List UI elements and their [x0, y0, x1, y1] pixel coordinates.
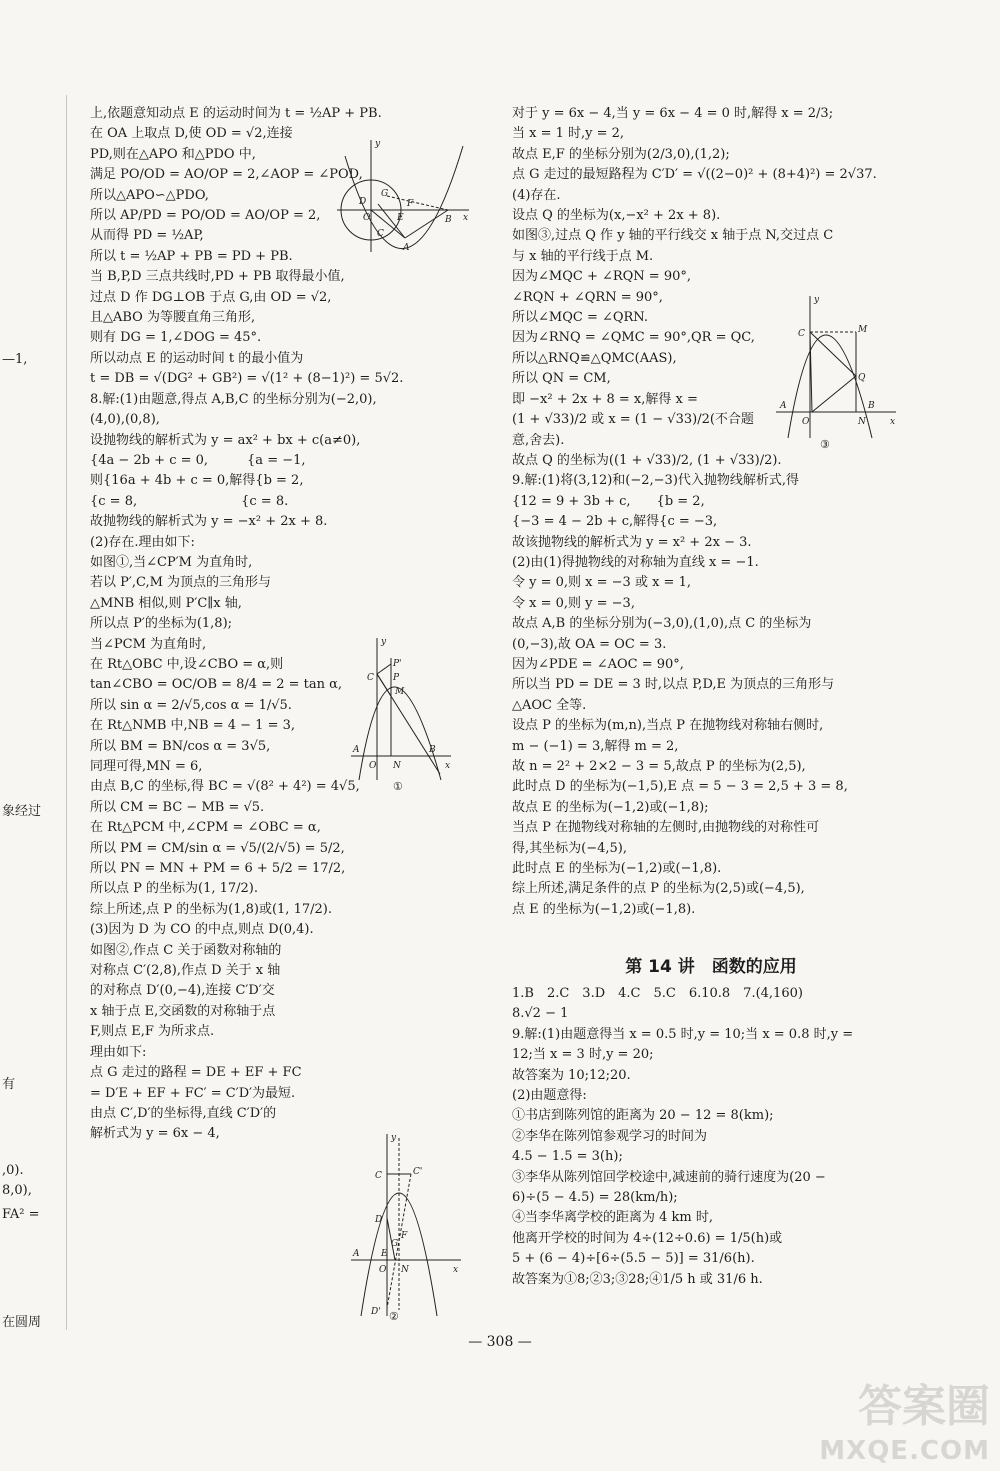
solution-line: 由点 B,C 的坐标,得 BC = √(8² + 4²) = 4√5,: [90, 779, 360, 795]
solution-line: 对称点 C′(2,8),作点 D 关于 x 轴: [90, 963, 281, 979]
solution-line: 因为∠PDE = ∠AOC = 90°,: [512, 656, 684, 672]
fig4-label-m: M: [858, 325, 868, 335]
answer-line: 故答案为 10;12;20.: [512, 1067, 631, 1083]
solution-line: 所以 sin α = 2/√5,cos α = 1/√5.: [90, 697, 292, 713]
answer-line: 他离开学校的时间为 4÷(12÷0.6) = 1/5(h)或: [512, 1230, 783, 1246]
answer-line: (2)由题意得:: [512, 1088, 587, 1104]
figure-caption: ①: [393, 780, 403, 793]
solution-line: 若以 P′,C,M 为顶点的三角形与: [90, 575, 272, 591]
margin-fragment: FA² =: [2, 1207, 40, 1222]
fig2-label-x: x: [445, 761, 451, 771]
solution-line: {c = 8, {c = 8.: [90, 493, 289, 509]
solution-line: 在 Rt△OBC 中,设∠CBO = α,则: [90, 656, 284, 672]
fig3-label-f: F: [401, 1231, 408, 1241]
solution-line: {4a − 2b + c = 0, {a = −1,: [90, 452, 306, 468]
fig2-label-m: M: [395, 687, 405, 697]
fig4-label-n: N: [858, 417, 866, 427]
solution-line: 过点 D 作 DG⊥OB 于点 G,由 OD = √2,: [90, 289, 332, 305]
answer-line: 12;当 x = 3 时,y = 20;: [512, 1047, 654, 1063]
margin-fragment: 8,0),: [2, 1183, 32, 1198]
solution-line: 满足 PO/OD = AO/OP = 2,∠AOP = ∠POD,: [90, 167, 363, 183]
solution-line: 点 E 的坐标为(−1,2)或(−1,8).: [512, 901, 696, 917]
fig1-label-g: G: [381, 189, 389, 199]
solution-line: 所以 QN = CM,: [512, 371, 611, 387]
fig3-label-a: A: [353, 1249, 360, 1259]
solution-line: 设抛物线的解析式为 y = ax² + bx + c(a≠0),: [90, 432, 361, 448]
fig2-label-o: O: [369, 761, 377, 771]
solution-line: 如图③,过点 Q 作 y 轴的平行线交 x 轴于点 N,交过点 C: [512, 228, 834, 244]
solution-line: 所以 PN = MN + PM = 6 + 5/2 = 17/2,: [90, 861, 346, 877]
answer-line: ②李华在陈列馆参观学习的时间为: [512, 1128, 708, 1144]
margin-fragment: ,0).: [2, 1163, 24, 1178]
answer-line: ④当李华离学校的距离为 4 km 时,: [512, 1210, 714, 1226]
solution-line: 令 y = 0,则 x = −3 或 x = 1,: [512, 575, 691, 591]
margin-fragment: —1,: [2, 352, 28, 367]
solution-line: 在 Rt△PCM 中,∠CPM = ∠OBC = α,: [90, 820, 321, 836]
fig2-label-n: N: [393, 761, 401, 771]
solution-line: 所以当 PD = DE = 3 时,以点 P,D,E 为顶点的三角形与: [512, 677, 835, 693]
solution-line: = D′E + EF + FC′ = C′D′为最短.: [90, 1085, 296, 1101]
answer-line: 4.5 − 1.5 = 3(h);: [512, 1149, 623, 1165]
solution-line: (0,−3),故 OA = OC = 3.: [512, 636, 667, 652]
solution-line: 故点 E,F 的坐标分别为(2/3,0),(1,2);: [512, 146, 730, 162]
solution-line: (2)存在.理由如下:: [90, 534, 195, 550]
watermark-text: MXQE.COM: [819, 1436, 990, 1466]
fig1-label-f: F: [407, 199, 414, 209]
solution-line: tan∠CBO = OC/OB = 8/4 = 2 = tan α,: [90, 677, 343, 693]
watermark-logo: 答案圈: [858, 1381, 990, 1432]
solution-line: △AOC 全等.: [512, 697, 587, 713]
fig4-label-a: A: [780, 401, 787, 411]
margin-fragment: 有: [2, 1077, 16, 1092]
solution-line: 如图②,作点 C 关于函数对称轴的: [90, 942, 282, 958]
lecture-14-answers: [512, 984, 910, 1290]
answer-line: 6)÷(5 − 4.5) = 28(km/h);: [512, 1190, 678, 1206]
solution-line: 的对称点 D′(0,−4),连接 C′D′交: [90, 983, 275, 999]
solution-line: 且△ABO 为等腰直角三角形,: [90, 310, 256, 326]
solution-line: 此时点 E 的坐标为(−1,2)或(−1,8).: [512, 861, 722, 877]
solution-line: 故点 E 的坐标为(−1,2)或(−1,8);: [512, 799, 709, 815]
section-title: 第 14 讲 函数的应用: [625, 957, 797, 977]
answer-line: 1.B 2.C 3.D 4.C 5.C 6.10.8 7.(4,160): [512, 986, 803, 1001]
solution-line: 从而得 PD = ½AP,: [90, 228, 204, 244]
solution-line: 则有 DG = 1,∠DOG = 45°.: [90, 330, 262, 346]
fig2-label-y: y: [381, 637, 387, 647]
margin-fragment: 在圆周: [2, 1315, 42, 1330]
solution-line: 同理可得,MN = 6,: [90, 759, 203, 774]
fig3-label-c: C: [375, 1171, 382, 1181]
answer-line: 8.√2 − 1: [512, 1006, 569, 1022]
solution-line: 意,舍去).: [512, 432, 565, 448]
solution-line: 由点 C′,D′的坐标得,直线 C′D′的: [90, 1105, 277, 1121]
fig1-label-d: D: [359, 197, 367, 207]
solution-line: 设点 Q 的坐标为(x,−x² + 2x + 8).: [512, 208, 721, 224]
fig4-label-b: B: [868, 401, 875, 411]
page-number: — 308 —: [468, 1334, 532, 1350]
solution-line: 所以∠MQC = ∠QRN.: [512, 310, 648, 326]
solution-line: 故 n = 2² + 2×2 − 3 = 5,故点 P 的坐标为(2,5),: [512, 759, 806, 774]
fig4-label-o: O: [802, 417, 810, 427]
solution-line: {12 = 9 + 3b + c, {b = 2,: [512, 493, 705, 509]
solution-line: 设点 P 的坐标为(m,n),当点 P 在抛物线对称轴右侧时,: [512, 718, 824, 734]
solution-line: 综上所述,满足条件的点 P 的坐标为(2,5)或(−4,5),: [512, 881, 805, 897]
fig4-label-x: x: [890, 417, 896, 427]
solution-line: 对于 y = 6x − 4,当 y = 6x − 4 = 0 时,解得 x = 2/3;: [512, 106, 834, 121]
figure-circle-parabola: [333, 136, 473, 254]
solution-line: PD,则在△APO 和△PDO 中,: [90, 146, 256, 162]
solution-line: (1 + √33)/2 或 x = (1 − √33)/2(不合题: [512, 412, 754, 428]
solution-line: 当∠PCM 为直角时,: [90, 636, 207, 652]
solution-line: 所以 t = ½AP + PB = PD + PB.: [90, 248, 293, 264]
solution-line: 所以△APO∽△PDO,: [90, 187, 209, 203]
solution-line: 则{16a + 4b + c = 0,解得{b = 2,: [90, 473, 304, 489]
solution-line: 当点 P 在抛物线对称轴的左侧时,由抛物线的对称性可: [512, 820, 820, 836]
solution-line: 所以点 P 的坐标为(1, 17/2).: [90, 881, 259, 897]
gutter-divider: [66, 95, 67, 1330]
solution-line: ∠RQN + ∠QRN = 90°,: [512, 289, 663, 305]
fig1-label-y: y: [375, 139, 381, 149]
solution-line: 所以动点 E 的运动时间 t 的最小值为: [90, 350, 304, 366]
fig3-label-d-prime: D': [371, 1307, 381, 1317]
solution-line: △MNB 相似,则 P′C∥x 轴,: [90, 595, 242, 611]
solution-line: 故点 Q 的坐标为((1 + √33)/2, (1 + √33)/2).: [512, 452, 782, 468]
watermark: [800, 1370, 990, 1466]
solution-line: 令 x = 0,则 y = −3,: [512, 595, 635, 611]
figure-caption: ②: [389, 1310, 399, 1323]
fig2-label-b: B: [429, 745, 436, 755]
fig1-label-c: C: [377, 229, 384, 239]
answer-line: 9.解:(1)由题意得当 x = 0.5 时,y = 10;当 x = 0.8 时,y =: [512, 1026, 854, 1042]
solution-line: 此时点 D 的坐标为(−1,5),E 点 = 5 − 3 = 2,5 + 3 = 8,: [512, 779, 848, 795]
solution-line: 所以△RNQ≌△QMC(AAS),: [512, 350, 677, 366]
solution-line: 综上所述,点 P 的坐标为(1,8)或(1, 17/2).: [90, 901, 332, 917]
solution-line: 在 OA 上取点 D,使 OD = √2,连接: [90, 126, 293, 142]
solution-line: 如图①,当∠CP′M 为直角时,: [90, 554, 253, 570]
solution-line: 因为∠RNQ = ∠QMC = 90°,QR = QC,: [512, 330, 755, 346]
solution-line: 9.解:(1)将(3,12)和(−2,−3)代入抛物线解析式,得: [512, 473, 800, 489]
solution-line: 8.解:(1)由题意,得点 A,B,C 的坐标分别为(−2,0),: [90, 391, 377, 407]
answer-line: 故答案为①8;②3;③28;④1/5 h 或 31/6 h.: [512, 1271, 763, 1287]
fig3-label-o: O: [379, 1265, 387, 1275]
solution-line: 解析式为 y = 6x − 4,: [90, 1126, 220, 1142]
answer-line: ③李华从陈列馆回学校途中,减速前的骑行速度为(20 −: [512, 1169, 826, 1185]
solution-line: 当 x = 1 时,y = 2,: [512, 126, 625, 142]
solution-line: 即 −x² + 2x + 8 = x,解得 x =: [512, 391, 698, 407]
fig3-label-x: x: [453, 1265, 459, 1275]
fig3-label-y: y: [391, 1133, 397, 1143]
solution-line: 得,其坐标为(−4,5),: [512, 840, 627, 856]
solution-line: 因为∠MQC + ∠RQN = 90°,: [512, 269, 692, 285]
solution-line: 所以 BM = BN/cos α = 3√5,: [90, 738, 271, 754]
solution-line: 当 B,P,D 三点共线时,PD + PB 取得最小值,: [90, 269, 345, 285]
figure-1-parabola: [345, 634, 455, 793]
figure-2-parabola: [345, 1130, 465, 1323]
solution-line: {−3 = 4 − 2b + c,解得{c = −3,: [512, 514, 718, 530]
fig3-label-g: G: [391, 1239, 399, 1249]
solution-line: 点 G 走过的路程 = DE + EF + FC: [90, 1065, 302, 1081]
fig3-label-e: E: [381, 1249, 388, 1259]
answer-line: 5 + (6 − 4)÷[6÷(5.5 − 5)] = 31/6(h).: [512, 1251, 755, 1267]
fig4-label-c: C: [798, 329, 805, 339]
fig1-label-b: B: [445, 215, 452, 225]
solution-line: F,则点 E,F 为所求点.: [90, 1024, 215, 1040]
solution-line: 所以 PM = CM/sin α = √5/(2/√5) = 5/2,: [90, 840, 345, 856]
answer-line: ①书店到陈列馆的距离为 20 − 12 = 8(km);: [512, 1108, 774, 1124]
solution-line: 所以 CM = BC − MB = √5.: [90, 799, 265, 815]
fig1-label-x: x: [463, 213, 469, 223]
fig3-label-n: N: [401, 1265, 409, 1275]
figure-3-parabola: [772, 292, 900, 451]
fig1-label-e: E: [397, 213, 404, 223]
solution-line: (4,0),(0,8),: [90, 412, 160, 428]
fig3-label-d: D: [375, 1215, 383, 1225]
solution-line: (4)存在.: [512, 187, 561, 203]
fig2-label-a: A: [353, 745, 360, 755]
fig4-label-q: Q: [858, 373, 866, 383]
figure-caption: ③: [820, 438, 830, 451]
solution-line: 故抛物线的解析式为 y = −x² + 2x + 8.: [90, 514, 328, 530]
solution-line: 与 x 轴的平行线于点 M.: [512, 248, 654, 264]
solution-line: m − (−1) = 3,解得 m = 2,: [512, 738, 679, 754]
fig1-label-o: O: [363, 213, 371, 223]
left-column: [90, 104, 482, 1145]
solution-line: 点 G 走过的最短路程为 C′D′ = √((2−0)² + (8+4)²) = 2√37.: [512, 167, 877, 183]
fig2-label-p: P: [393, 673, 400, 683]
solution-line: 上,依题意知动点 E 的运动时间为 t = ½AP + PB.: [90, 106, 382, 121]
solution-line: t = DB = √(DG² + GB²) = √(1² + (8−1)²) = 5√2.: [90, 371, 404, 387]
left-margin-fragments: [0, 0, 70, 1471]
solution-line: (3)因为 D 为 CO 的中点,则点 D(0,4).: [90, 922, 314, 938]
solution-line: x 轴于点 E,交函数的对称轴于点: [90, 1003, 276, 1019]
solution-line: (2)由(1)得抛物线的对称轴为直线 x = −1.: [512, 554, 759, 570]
fig2-label-c: C: [367, 673, 374, 683]
fig1-label-a: A: [403, 243, 410, 253]
solution-line: 故该抛物线的解析式为 y = x² + 2x − 3.: [512, 534, 752, 550]
solution-text-continued: [512, 104, 910, 920]
fig3-label-c-prime: C': [413, 1167, 423, 1177]
solution-line: 理由如下:: [90, 1044, 147, 1060]
fig2-label-p-prime: P': [393, 659, 402, 669]
solution-line: 所以点 P′的坐标为(1,8);: [90, 616, 233, 632]
solution-line: 在 Rt△NMB 中,NB = 4 − 1 = 3,: [90, 718, 295, 734]
fig4-label-y: y: [814, 295, 820, 305]
solution-line: 故点 A,B 的坐标分别为(−3,0),(1,0),点 C 的坐标为: [512, 616, 812, 632]
solution-line: 所以 AP/PD = PO/OD = AO/OP = 2,: [90, 208, 321, 224]
margin-fragment: 象经过: [2, 804, 42, 819]
